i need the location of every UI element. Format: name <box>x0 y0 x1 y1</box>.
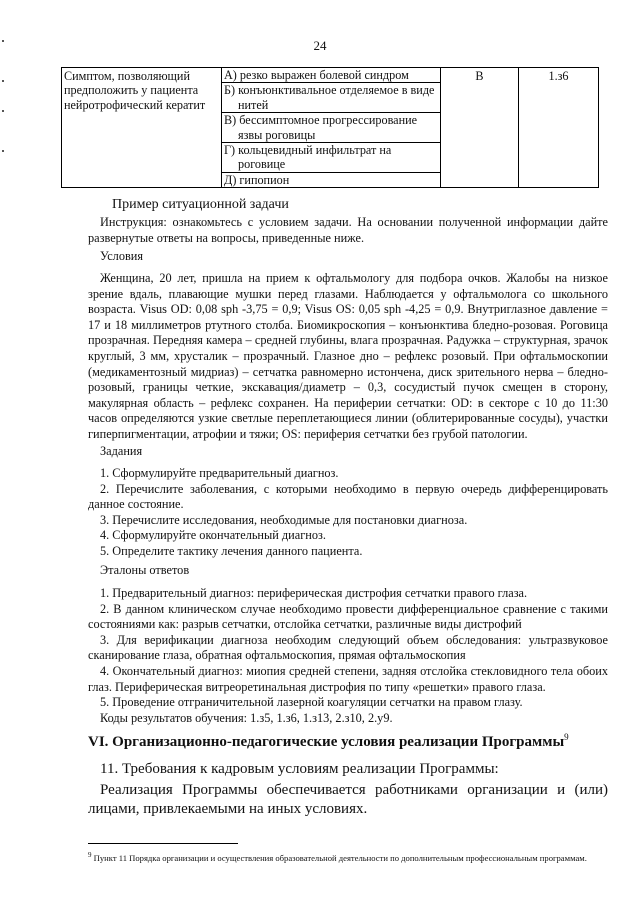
answer-option: А) резко выражен болевой синдром <box>222 68 440 83</box>
answer-item: 1. Предварительный диагноз: периферическая дистрофия сетчатки правого глаза. <box>100 586 528 600</box>
task-item: 1. Сформулируйте предварительный диагноз. <box>100 466 339 480</box>
answers-heading: Эталоны ответов <box>100 563 190 577</box>
answer-option: Д) гипопион <box>224 172 290 187</box>
answer-item: 2. В данном клиническом случае необходимо провести дифференциальное сравнение с такими состояниями как: разрыв сетчатки, отслойка сетчатки, различные виды дистрофий <box>88 601 608 632</box>
tasks-heading: Задания <box>100 444 143 458</box>
scan-marks <box>2 40 6 160</box>
correct-answer-cell: В <box>441 68 519 188</box>
answer-option: Б) конъюнктивальное отделяемое в виде нитей <box>222 83 440 113</box>
section-text: Реализация Программы обеспечивается работниками организации и (или) лицами, привлекаемыми на иных условиях. <box>88 782 608 817</box>
footnote: $^9$ Пункт 11 Порядка организации и осуществления образовательной деятельности по дополнительным профессиональным программам. <box>88 851 587 863</box>
result-code-cell: 1.з6 <box>519 68 599 188</box>
example-title: Пример ситуационной задачи <box>112 197 289 212</box>
answer-item: 4. Окончательный диагноз: миопия средней степени, задняя отслойка стекловидного тела обоих глаз. Периферическая витреоретинальная дистрофия по типу «решетки» правого глаза. <box>88 663 608 694</box>
conditions-heading: Условия <box>100 249 144 263</box>
section-item: 11. Требования к кадровым условиям реализации Программы: <box>100 761 499 777</box>
page-number: 24 <box>313 38 327 53</box>
result-codes: Коды результатов обучения: 1.з5, 1.з6, 1.з13, 2.з10, 2.у9. <box>100 710 393 725</box>
footnote-divider <box>88 843 238 844</box>
answer-item: 3. Для верификации диагноза необходим следующий объем обследования: ультразвуковое сканирование глаза, обратная офтальмоскопия, прямая офтальмоскопия <box>88 632 608 663</box>
test-question-table <box>61 67 599 188</box>
answer-item: 5. Проведение отграничительной лазерной коагуляции сетчатки на правом глазу. <box>100 695 523 710</box>
task-item: 4. Сформулируйте окончательный диагноз. <box>100 528 326 543</box>
conditions-text: Женщина, 20 лет, пришла на прием к офтальмологу для подбора очков. Жалобы на низкое зрение вдаль, плавающие мушки перед глазами. Наблюдается у офтальмолога со школьного возраста. Visus OD: 0,08 sph -3,75 = 0,9; Visus OS: 0,05 sph -4,25 = 0,9. Внутриглазное давление = 17 и 18 миллиметров ртутного столба. Биомикроскопия – конъюнктива бледно-розовая. Роговица прозрачная. Передняя камера – средней глубины, влага прозрачная. Радужка – структурная, зрачок круглый, 3 мм, хрусталик – прозрачный. Глазное дно – рефлекс розовый. При офтальмоскопии (медикаментозный мидриаз) – сетчатка равномерно истончена, диск зрительного нерва – бледно-розовый, границы четкие, экскавация/диаметр – 0,3, сосудистый пучок смещен в сторону, макулярная область – рефлекс сохранен. На периферии сетчатки: OD: в секторе с 10 до 11:30 часов определяются узкие светлые переплетающиеся линии (облитерированные сосуды), участки гиперпигментации, атрофии и тяжи; OS: периферия сетчатки без грубой патологии. <box>88 271 608 441</box>
task-item: 3. Перечислите исследования, необходимые для постановки диагноза. <box>100 512 468 527</box>
task-item: 2. Перечислите заболевания, с которыми необходимо в первую очередь дифференцировать данное состояние. <box>88 481 608 512</box>
answers-list <box>88 586 608 726</box>
footnote-ref: 9 <box>564 732 569 742</box>
answer-option: В) бессимптомное прогрессирование язвы роговицы <box>222 113 440 143</box>
symptom-cell: Симптом, позволяющий предположить у пациента нейротрофический кератит <box>62 68 222 188</box>
answers-cell <box>222 68 441 188</box>
tasks-list <box>88 466 608 560</box>
task-item: 5. Определите тактику лечения данного пациента. <box>100 543 363 558</box>
section-title: VI. Организационно-педагогические условия реализации Программы$^9$ <box>88 732 569 750</box>
answer-option: Г) кольцевидный инфильтрат на роговице <box>222 143 440 173</box>
instruction: Инструкция: ознакомьтесь с условием задачи. На основании полученной информации дайте развернутые ответы на вопросы, приведенные ниже. <box>88 215 608 245</box>
